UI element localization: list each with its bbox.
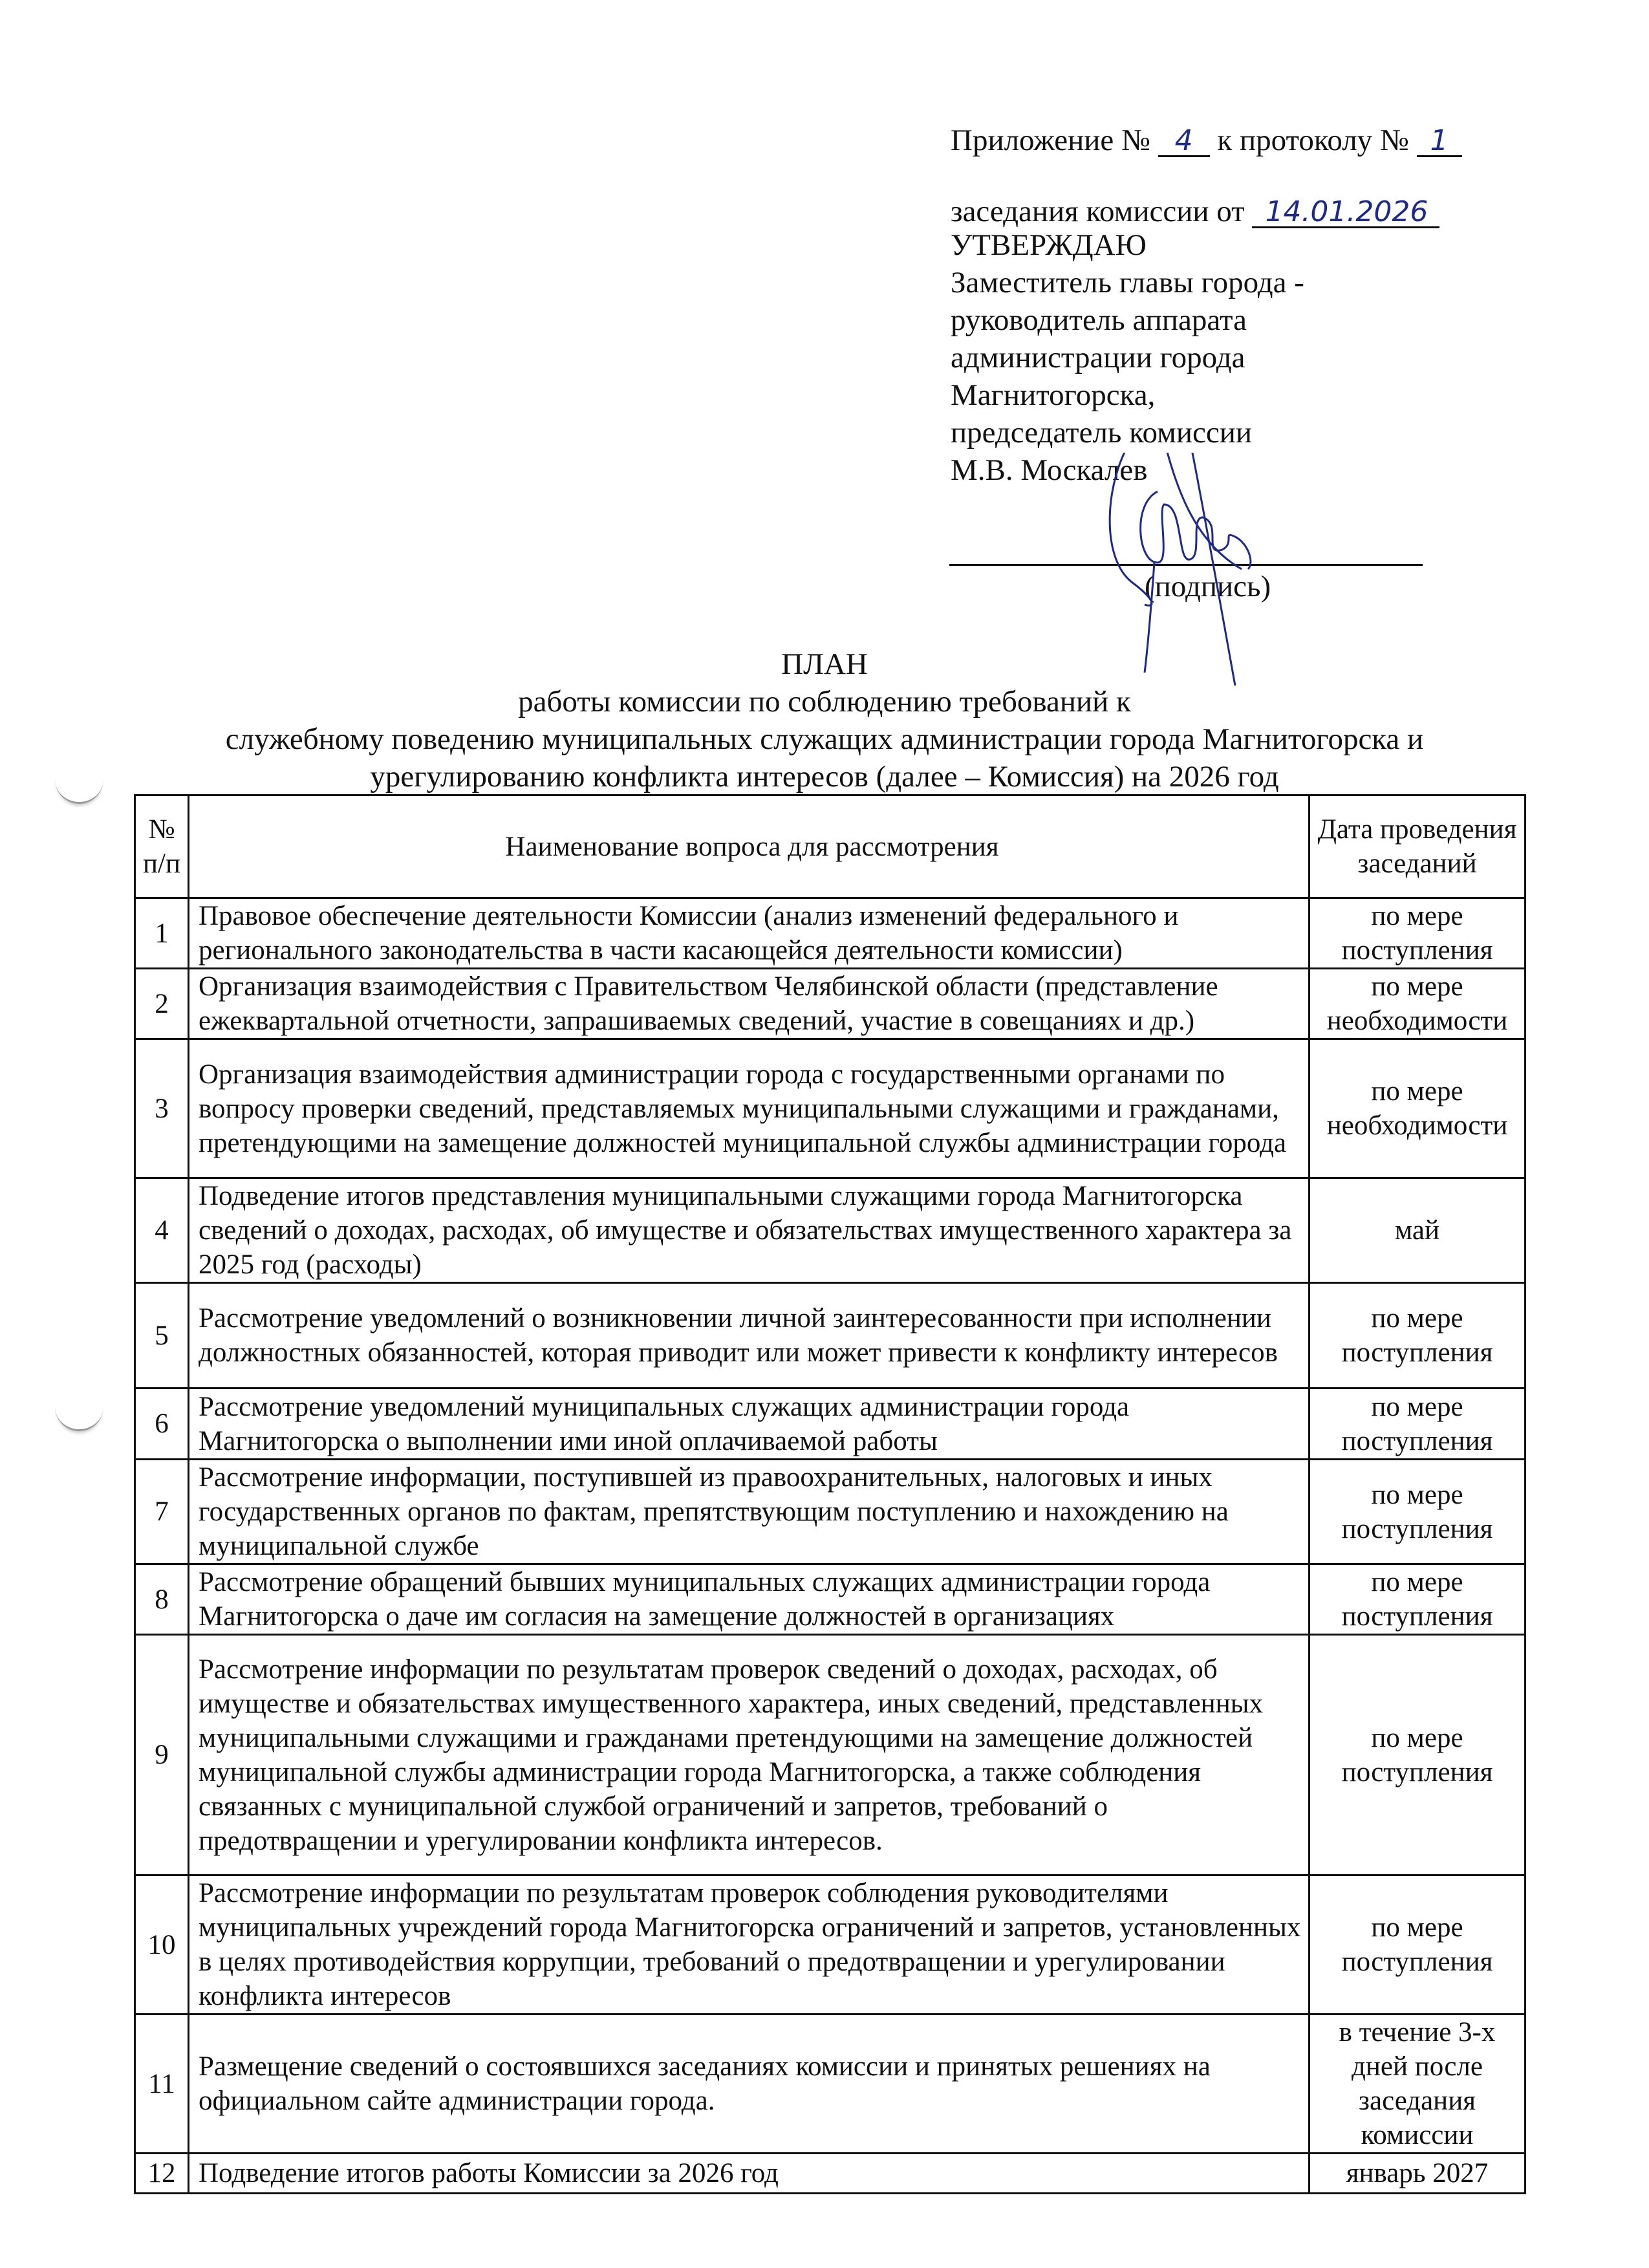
- row-name: Организация взаимодействия администрации города с государственными органами по вопросу проверки сведений, представляемых муниципальными служащими и гражданами, претендующими на замещение должностей муниципальной службы администрации города: [189, 1039, 1310, 1178]
- meeting-date-line: [951, 193, 1439, 230]
- table-row: [135, 1039, 1525, 1178]
- protocol-number: 1: [1430, 124, 1449, 157]
- table-row: [135, 898, 1525, 969]
- meeting-date-field: [1252, 197, 1439, 228]
- signature-caption: (подпись): [1145, 570, 1271, 603]
- row-num: 5: [135, 1283, 189, 1388]
- row-name: Рассмотрение уведомлений муниципальных служащих администрации города Магнитогорска о выполнении ими иной оплачиваемой работы: [189, 1388, 1310, 1460]
- punch-hole-mark: [55, 1403, 103, 1431]
- row-name: Рассмотрение уведомлений о возникновении личной заинтересованности при исполнении должностных обязанностей, которая приводит или может привести к конфликту интересов: [189, 1283, 1310, 1388]
- row-name: Рассмотрение информации по результатам проверок соблюдения руководителями муниципальных учреждений города Магнитогорска ограничений и запретов, установленных в целях противодействия коррупции, требований о предотвращении и урегулировании конфликта интересов: [189, 1875, 1310, 2014]
- row-num: 12: [135, 2154, 189, 2194]
- plan-table: [134, 794, 1526, 2194]
- position-line: руководитель аппарата: [951, 303, 1247, 337]
- row-date: по мере поступления: [1310, 1875, 1525, 2014]
- row-date: январь 2027: [1310, 2154, 1525, 2194]
- row-num: 8: [135, 1564, 189, 1635]
- approve-label: УТВЕРЖДАЮ: [951, 228, 1147, 262]
- row-name: Правовое обеспечение деятельности Комиссии (анализ изменений федерального и регионального законодательства в части касающейся деятельности комиссии): [189, 898, 1310, 969]
- row-num: 10: [135, 1875, 189, 2014]
- meeting-prefix: заседания комиссии от: [951, 195, 1245, 228]
- row-name: Рассмотрение информации по результатам проверок сведений о доходах, расходах, об имуществе и обязательствах имущественного характера, иных сведений, представленных муниципальными служащими и гражданами претендующими на замещение должностей муниципальной службы администрации города Магнитогорска, а также соблюдения связанных с муниципальной службой ограничений и запретов, требований о предотвращении и урегулировании конфликта интересов.: [189, 1635, 1310, 1875]
- table-row: [135, 1875, 1525, 2014]
- table-row: [135, 2154, 1525, 2194]
- row-num: 6: [135, 1388, 189, 1460]
- table-row: [135, 1283, 1525, 1388]
- row-num: 2: [135, 969, 189, 1039]
- appendix-number: 4: [1174, 124, 1193, 157]
- appendix-line: [951, 122, 1462, 159]
- row-num: 9: [135, 1635, 189, 1875]
- row-num: 4: [135, 1178, 189, 1283]
- position-line: Заместитель главы города -: [951, 266, 1304, 299]
- approver-name: М.В. Москалев: [951, 453, 1148, 487]
- plan-subtitle-line: урегулированию конфликта интересов (далее – Комиссия) на 2026 год: [370, 760, 1279, 794]
- row-num: 3: [135, 1039, 189, 1178]
- appendix-number-field: [1158, 126, 1210, 157]
- row-name: Рассмотрение обращений бывших муниципальных служащих администрации города Магнитогорска о даче им согласия на замещение должностей в организациях: [189, 1564, 1310, 1635]
- protocol-number-field: [1417, 126, 1462, 157]
- row-name: Рассмотрение информации, поступившей из правоохранительных, налоговых и иных государственных органов по фактам, препятствующим поступлению и нахождению на муниципальной службе: [189, 1460, 1310, 1564]
- table-row: [135, 1564, 1525, 1635]
- table-row: [135, 1388, 1525, 1460]
- row-date: по мере необходимости: [1310, 1039, 1525, 1178]
- plan-heading: ПЛАН: [781, 647, 868, 681]
- row-date: в течение 3-х дней после заседания комиссии: [1310, 2014, 1525, 2154]
- position-line: председатель комиссии: [951, 416, 1253, 449]
- protocol-prefix: к протоколу №: [1217, 124, 1409, 157]
- plan-subtitle-line: работы комиссии по соблюдению требований к: [518, 685, 1131, 718]
- row-date: по мере поступления: [1310, 1635, 1525, 1875]
- row-date: май: [1310, 1178, 1525, 1283]
- row-date: по мере поступления: [1310, 1388, 1525, 1460]
- row-num: 1: [135, 898, 189, 969]
- row-name: Подведение итогов работы Комиссии за 2026 год: [189, 2154, 1310, 2194]
- appendix-prefix: Приложение №: [951, 124, 1150, 157]
- table-row: [135, 2014, 1525, 2154]
- row-num: 11: [135, 2014, 189, 2154]
- row-date: по мере необходимости: [1310, 969, 1525, 1039]
- row-name: Размещение сведений о состоявшихся заседаниях комиссии и принятых решениях на официальном сайте администрации города.: [189, 2014, 1310, 2154]
- position-line: Магнитогорска,: [951, 378, 1156, 412]
- row-date: по мере поступления: [1310, 1460, 1525, 1564]
- row-num: 7: [135, 1460, 189, 1564]
- plan-subtitle-line: служебному поведению муниципальных служащих администрации города Магнитогорска и: [225, 722, 1424, 756]
- row-date: по мере поступления: [1310, 898, 1525, 969]
- meeting-date: 14.01.2026: [1265, 195, 1428, 228]
- header-date: Дата проведения заседаний: [1310, 795, 1525, 898]
- row-name: Организация взаимодействия с Правительством Челябинской области (представление ежеквартальной отчетности, запрашиваемых сведений, участие в совещаниях и др.): [189, 969, 1310, 1039]
- table-header-row: [135, 795, 1525, 898]
- header-name: Наименование вопроса для рассмотрения: [189, 795, 1310, 898]
- table-row: [135, 1178, 1525, 1283]
- position-line: администрации города: [951, 341, 1245, 374]
- table-row: [135, 1635, 1525, 1875]
- row-date: по мере поступления: [1310, 1283, 1525, 1388]
- row-date: по мере поступления: [1310, 1564, 1525, 1635]
- table-row: [135, 969, 1525, 1039]
- header-num: № п/п: [135, 795, 189, 898]
- row-name: Подведение итогов представления муниципальными служащими города Магнитогорска сведений о доходах, расходах, об имуществе и обязательствах имущественного характера за 2025 год (расходы): [189, 1178, 1310, 1283]
- table-row: [135, 1460, 1525, 1564]
